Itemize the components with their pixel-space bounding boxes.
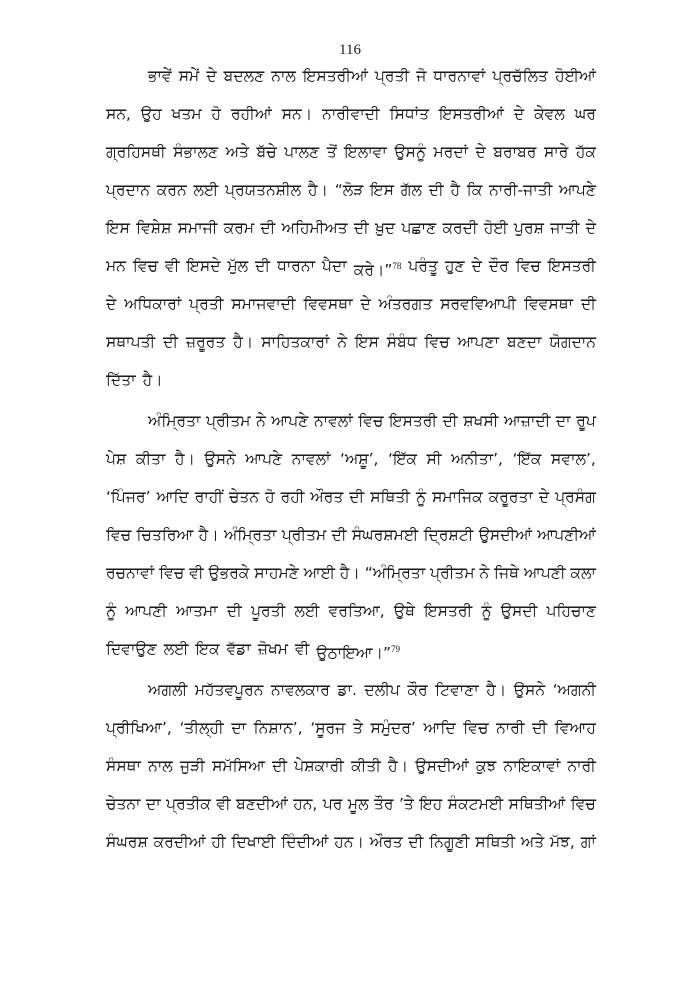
word: ਦੇ	[471, 257, 482, 275]
word: ‘ਇੱਕ	[388, 450, 417, 468]
word: ਦੀ	[163, 333, 179, 351]
text-line	[106, 521, 596, 559]
word: ਦੀ	[580, 295, 596, 313]
word: ਵੀ	[189, 564, 204, 582]
word: ਆਜ਼ਾਦੀ	[503, 412, 551, 430]
word: ਦਾ	[555, 412, 571, 430]
word: ਦੀ	[331, 526, 347, 544]
word: ਪ੍ਰਸੰਗ	[555, 488, 596, 506]
word: ਦੀ	[532, 719, 548, 737]
word: ਜੋ	[416, 67, 427, 85]
word: ਨੇ	[337, 333, 348, 351]
word: ਸੰਬੰਧ	[386, 333, 417, 351]
word: ਕਰਨ	[156, 181, 187, 199]
word: ਦੇ	[538, 488, 550, 506]
word: ਵਿਚ	[159, 564, 185, 582]
page-number: 116	[339, 42, 361, 58]
word: ਦ੍ਰਿਸ਼ਟੀ	[423, 526, 474, 544]
word: ਦੇ	[106, 295, 117, 313]
word: ਸਮਾਜੀ	[177, 219, 218, 237]
word: ਅਧਿਕਾਰਾਂ	[124, 295, 182, 313]
word: ਆਦਿ	[423, 719, 456, 737]
word: ਇਕ	[195, 640, 220, 658]
word: ਵਿਚ	[106, 526, 132, 544]
word: ਉਸਨੂੰ	[394, 143, 426, 161]
word: ਦੇ	[206, 67, 217, 85]
word: ਪ੍ਰੀਖਿਆ’,	[106, 719, 172, 737]
word: ਰੂਪ	[576, 412, 596, 430]
text-line	[106, 714, 596, 752]
word: ਨਾਲ	[148, 757, 173, 775]
word: ਉਸਨੇ	[204, 450, 236, 468]
word: ‘ਅਗਨੀ	[552, 681, 596, 699]
word: ਸਮੱਸਿਆ	[212, 757, 265, 775]
word: ਦੀ	[428, 181, 444, 199]
word: ਮਨ	[106, 257, 126, 275]
word: ਹੱਕ	[575, 143, 596, 161]
word: ਕਰਮ	[223, 219, 255, 237]
word: ਸਥਿਤੀ	[475, 833, 516, 851]
word: ਆਪਣੀ	[523, 564, 566, 582]
word: ਲਈ	[193, 181, 219, 199]
text-line	[106, 445, 596, 483]
word: ਇਸਦੇ	[186, 257, 221, 275]
word: ਅੰਮ੍ਰਿਤਾ	[148, 412, 201, 430]
word: ਸਥਿਤੀਆਂ	[508, 795, 566, 813]
footnote-ref: 79	[390, 644, 400, 654]
word: ਆਪਣੀ	[125, 602, 167, 620]
word: ਤੋਂ	[326, 143, 337, 161]
text-line	[106, 62, 596, 100]
word: ਆਦਿ	[156, 488, 189, 506]
word: ਜੁੜੀ	[179, 757, 205, 775]
text-line	[106, 328, 596, 366]
word: ਉਸਦੀਆਂ	[415, 757, 469, 775]
word: ਲਈ	[163, 640, 189, 658]
word: ਦੀ	[226, 602, 242, 620]
word: ਹੋਈਆਂ	[555, 67, 596, 85]
word: ਸੀ	[426, 450, 442, 468]
word: ਗ੍ਰਹਿਸਥੀ	[106, 143, 166, 161]
word: ਪੁਰਸ਼	[514, 219, 544, 237]
word: ਦੀ	[408, 833, 424, 851]
word: ਕੁਝ	[475, 757, 497, 775]
text-line	[106, 176, 596, 214]
word: ਸਵਾਲ’,	[551, 450, 596, 468]
text-line	[106, 214, 596, 252]
word: ਉਸਦੀਆਂ	[478, 526, 533, 544]
word: ਬਰਾਬਰ	[493, 143, 537, 161]
text-line	[106, 752, 596, 790]
word: ਕਰਦੀ	[442, 219, 478, 237]
word: ਦੀ	[272, 757, 288, 775]
word: ‘ਸੂਰਜ	[310, 719, 346, 737]
word: ਸਨ,	[106, 105, 131, 123]
word: ਨਾਲ	[271, 67, 296, 85]
word: ਵਿਵਸਥਾ	[303, 295, 353, 313]
word: ਨਾਰੀ	[496, 719, 525, 737]
word: ਵਰਤਿਆ,	[328, 602, 385, 620]
word: ਪ੍ਰਤੀ	[189, 295, 224, 313]
word: ਪ੍ਰੀਤਮ	[206, 412, 251, 430]
word: ਪਾਲਣ	[284, 143, 320, 161]
text-line	[106, 483, 596, 521]
word: ਇਸ	[106, 219, 130, 237]
word: ਹੈ।	[486, 681, 507, 699]
word: ਖਤਮ	[171, 105, 202, 123]
word: ਸਥਿਤੀ	[370, 488, 410, 506]
word: ਮਹੱਤਵਪੂਰਨ	[194, 681, 264, 699]
word: ਹੈ।	[307, 181, 328, 199]
word: ਮੱਝ,	[549, 833, 575, 851]
paragraph	[106, 676, 596, 866]
word: ਵਿਚ	[132, 257, 159, 275]
word: ਕਰੂਰਤਾ	[488, 488, 533, 506]
word: ਪੈਦਾ	[322, 257, 347, 275]
word: ਰਹੀਆਂ	[231, 105, 272, 123]
text-line	[106, 252, 596, 290]
footnote-ref: 78	[392, 261, 402, 271]
word: ਹੋਈ	[483, 219, 508, 237]
word: ਰਚਨਾਵਾਂ	[106, 564, 155, 582]
word: ਡਾ.	[337, 681, 357, 699]
word: ਵਿਆਹ	[554, 719, 596, 737]
word: ਪਹਿਚਾਣ	[546, 602, 596, 620]
word: ਸੰਸਥਾ	[106, 757, 141, 775]
word: ਪ੍ਰਤੀ	[374, 67, 410, 85]
word: ਨਾਵਲਕਾਰ	[271, 681, 330, 699]
word: ਬਣਦਾ	[507, 333, 542, 351]
text-line	[106, 290, 596, 328]
word: ਦਾ	[145, 795, 161, 813]
word: ਸ਼ਖਸੀ	[463, 412, 499, 430]
word: ਇਸ	[355, 333, 379, 351]
text-line	[106, 138, 596, 176]
word: ਸੰਕਟਮਈ	[447, 795, 504, 813]
word: ਨਾਇਕਾਵਾਂ	[503, 757, 561, 775]
word: ਹੈ	[450, 181, 460, 199]
word: ’ਤੇ	[399, 795, 414, 813]
word: ਅਤੇ	[520, 833, 545, 851]
word: ਦਿਵਾਉਣ	[106, 640, 157, 658]
word: ਨਿਸ਼ਾਨ’,	[253, 719, 303, 737]
word: ਸਮਾਜਵਾਦੀ	[231, 295, 296, 313]
word: ਨੂੰ	[481, 602, 492, 620]
word: ਹੁਣ	[444, 257, 465, 275]
word: ਚੇਤਨਾ	[106, 795, 141, 813]
word: ਨੂੰ	[415, 488, 427, 506]
word: ਸਥਾਪਤੀ	[106, 333, 156, 351]
text-line	[106, 559, 596, 597]
word: ਆਈ	[303, 564, 335, 582]
word: ਦੀ	[255, 257, 271, 275]
word: ਲਈ	[294, 602, 320, 620]
word: ਦਲੀਪ	[364, 681, 400, 699]
word: ਕੇਵਲ	[534, 105, 565, 123]
word: ਉਥੇ	[393, 602, 415, 620]
word: ਉਸਨੇ	[513, 681, 546, 699]
word: ਔਰਤ	[369, 833, 403, 851]
word: ਧਾਰਨਾਵਾਂ	[433, 67, 486, 85]
word: ਇਸਤਰੀ	[424, 602, 473, 620]
word: ਹੈ।	[233, 333, 254, 351]
word: ਸਮੁੰਦਰ’	[370, 719, 416, 737]
word: ਇਸਤਰੀ	[389, 412, 438, 430]
word: ਕਲਾ	[570, 564, 596, 582]
word: ਦੇ	[585, 219, 596, 237]
word: ਦੇ	[360, 295, 371, 313]
word: ਨੂੰ	[106, 602, 117, 620]
word: ਜ਼ਰੂਰਤ	[186, 333, 226, 351]
word: ਪੇਸ਼ਕਾਰੀ	[294, 757, 344, 775]
word: ਪਰੰਤੂ	[408, 257, 438, 275]
word: ਦੀ	[349, 488, 365, 506]
word: ਤੌਰ	[374, 795, 394, 813]
word: ‘ਅਸ਼ੂ’,	[340, 450, 379, 468]
word: ਚੇਤਨ	[228, 488, 260, 506]
word: ਹੈ।	[339, 564, 360, 582]
word: ਬੱਚੇ	[256, 143, 277, 161]
word: ਇਲਾਵਾ	[344, 143, 387, 161]
word: ਜਾਤੀ	[550, 219, 580, 237]
word: ਹੀ	[211, 833, 226, 851]
word: ਜਿਥੇ	[494, 564, 519, 582]
word: ਆਪਣੇ	[271, 412, 309, 430]
word: ਦੇ	[475, 143, 486, 161]
word: ਸਾਹਮਣੇ	[254, 564, 299, 582]
word: ਆਪਣਾ	[457, 333, 500, 351]
word: ਹੋ	[265, 488, 275, 506]
word: ਸਾਹਿਤਕਾਰਾਂ	[261, 333, 330, 351]
word: ਸਰਵਵਿਆਪੀ	[440, 295, 517, 313]
word: ਸਮੇਂ	[178, 67, 200, 85]
word-with-footnote: ਕਰੇ।”$^{78}$	[353, 261, 402, 279]
word: “ਅੰਮ੍ਰਿਤਾ	[364, 564, 426, 582]
word: ਇਸਤਰੀ	[547, 257, 596, 275]
text-line	[106, 828, 596, 866]
word: ਬਦਲਣ	[223, 67, 265, 85]
word: ‘ਪਿੰਜਰ’	[106, 488, 151, 506]
word: ਅਤੇ	[225, 143, 249, 161]
word-with-footnote: ਉਠਾਇਆ।”$^{79}$	[316, 644, 400, 662]
word: ਹੈ।	[142, 371, 163, 389]
word: ਪ੍ਰੀਤਮ	[430, 564, 475, 582]
word: ਗਾਂ	[580, 833, 596, 851]
word: ਉਹ	[140, 105, 162, 123]
word: ਮੁੱਲ	[227, 257, 249, 275]
word: ਪੇਸ਼	[106, 450, 127, 468]
word: ਨਾਰੀਵਾਦੀ	[322, 105, 380, 123]
word: ਦਾ	[231, 719, 247, 737]
word: ਨਾਵਲਾਂ	[313, 412, 353, 430]
word: ਵਿਚ	[515, 257, 541, 275]
word: ਹਨ।	[334, 833, 364, 851]
paragraph	[106, 407, 596, 673]
word: ਪਛਾਣ	[401, 219, 437, 237]
word: ਵੀ	[294, 640, 310, 658]
word: ਵਿਚ	[463, 719, 489, 737]
word: ਯੋਗਦਾਨ	[549, 333, 596, 351]
word: ਔਰਤ	[310, 488, 344, 506]
word: ਵਿਚ	[570, 795, 596, 813]
word: ਵਿਚ	[358, 412, 384, 430]
word: ਸਨ।	[281, 105, 313, 123]
word: ਦੀ	[353, 219, 369, 237]
word: ਸੰਘਰਸ਼	[106, 833, 148, 851]
word: ਦੀ	[442, 412, 458, 430]
word: ਉਭਰਕੇ	[208, 564, 250, 582]
word: ਪ੍ਰਦਾਨ	[106, 181, 150, 199]
word: ਨੇ	[256, 412, 266, 430]
word: ਵੀ	[216, 795, 231, 813]
word: ਦਿੰਦੀਆਂ	[281, 833, 329, 851]
word: ਹੈ।	[198, 526, 219, 544]
word: ਧਾਰਨਾ	[277, 257, 316, 275]
word: ਭਾਵੇਂ	[148, 67, 172, 85]
word: ਪ੍ਰਚੱਲਿਤ	[492, 67, 548, 85]
word: ਤੇ	[352, 719, 363, 737]
word: ਘਰ	[574, 105, 596, 123]
word: ਸਮਾਜਿਕ	[432, 488, 483, 506]
word: ਦਿੱਤਾ	[106, 371, 136, 389]
word: ਦੇ	[513, 105, 525, 123]
word: ਨਿਗੂਣੀ	[429, 833, 470, 851]
word: ਆਪਣੀਆਂ	[537, 526, 596, 544]
word: ਟਿਵਾਣਾ	[435, 681, 479, 699]
word: ਹੈ।	[388, 757, 409, 775]
word: ਮੂਲ	[347, 795, 369, 813]
word: ਇਸ	[370, 181, 394, 199]
word: ਹਨ,	[293, 795, 318, 813]
body-text	[106, 62, 596, 866]
word: ਕੀਤੀ	[351, 757, 381, 775]
word: ਸਿਧਾਂਤ	[389, 105, 429, 123]
word: ਪੂਰਤੀ	[251, 602, 286, 620]
text-line	[106, 676, 596, 714]
word: ਪ੍ਰਤੀਕ	[166, 795, 211, 813]
word: ਪ੍ਰਯਤਨਸ਼ੀਲ	[225, 181, 302, 199]
word: ਵਿਵਸਥਾ	[524, 295, 573, 313]
word: ਪ੍ਰੀਤਮ	[281, 526, 327, 544]
word: ਮਰਦਾਂ	[433, 143, 468, 161]
word: ਨੇ	[479, 564, 490, 582]
word: ਕਿ	[466, 181, 483, 199]
word: ਆਪਣੇ	[245, 450, 283, 468]
word: ਅੰਤਰਗਤ	[378, 295, 433, 313]
word: ਦੌਰ	[488, 257, 509, 275]
word: ਇਸਤਰੀਆਂ	[438, 105, 504, 123]
word: ਉਸਦੀ	[500, 602, 538, 620]
word: ਨਾਵਲਾਂ	[291, 450, 331, 468]
word: ਕਰਦੀਆਂ	[153, 833, 206, 851]
word: ‘ਇੱਕ	[512, 450, 542, 468]
word: ਇਸਤਰੀਆਂ	[302, 67, 368, 85]
word: ਖ਼ੁਦ	[375, 219, 396, 237]
word: ਕੌਰ	[407, 681, 428, 699]
word: ਆਪਣੇ	[559, 181, 596, 199]
word: ਬਣਦੀਆਂ	[236, 795, 288, 813]
word: ਦੀ	[260, 219, 276, 237]
word: ਨਾਰੀ	[567, 757, 596, 775]
word: ਹੈ।	[175, 450, 195, 468]
word: ਵੱਡਾ	[226, 640, 251, 658]
word: ਚਿਤਰਿਆ	[136, 526, 194, 544]
word: ਅਨੀਤਾ’,	[451, 450, 503, 468]
word: ਨਾਰੀ-ਜਾਤੀ	[489, 181, 553, 199]
word: ਅੰਮ੍ਰਿਤਾ	[223, 526, 277, 544]
word: ਕੀਤਾ	[135, 450, 166, 468]
word: ਸੰਘਰਸ਼ਮਈ	[351, 526, 419, 544]
word: ਰਾਹੀਂ	[194, 488, 223, 506]
word: ਆਤਮਾ	[176, 602, 218, 620]
text-line	[106, 635, 596, 673]
word: ਵਿਚ	[424, 333, 450, 351]
text-line	[106, 407, 596, 445]
word: ਪਰ	[322, 795, 343, 813]
word: ਸੰਭਾਲਣ	[173, 143, 219, 161]
word: ਗੱਲ	[400, 181, 422, 199]
text-line	[106, 597, 596, 635]
word: ਵੀ	[165, 257, 180, 275]
word: ਜ਼ੋਖਮ	[257, 640, 288, 658]
word: ਦਿਖਾਈ	[231, 833, 276, 851]
word: ਹੋ	[211, 105, 222, 123]
word: ਇਹ	[419, 795, 443, 813]
word: ਅਹਿਮੀਅਤ	[281, 219, 348, 237]
word: ‘ਤੀਲ੍ਹੀ	[179, 719, 224, 737]
text-line	[106, 366, 596, 404]
text-line	[106, 100, 596, 138]
text-line	[106, 790, 596, 828]
paragraph	[106, 62, 596, 404]
word: “ਲੋੜ	[334, 181, 364, 199]
word: ਸਾਰੇ	[543, 143, 569, 161]
word: ਵਿਸ਼ੇਸ਼	[136, 219, 172, 237]
word: ਰਹੀ	[280, 488, 305, 506]
word: ਅਗਲੀ	[148, 681, 188, 699]
